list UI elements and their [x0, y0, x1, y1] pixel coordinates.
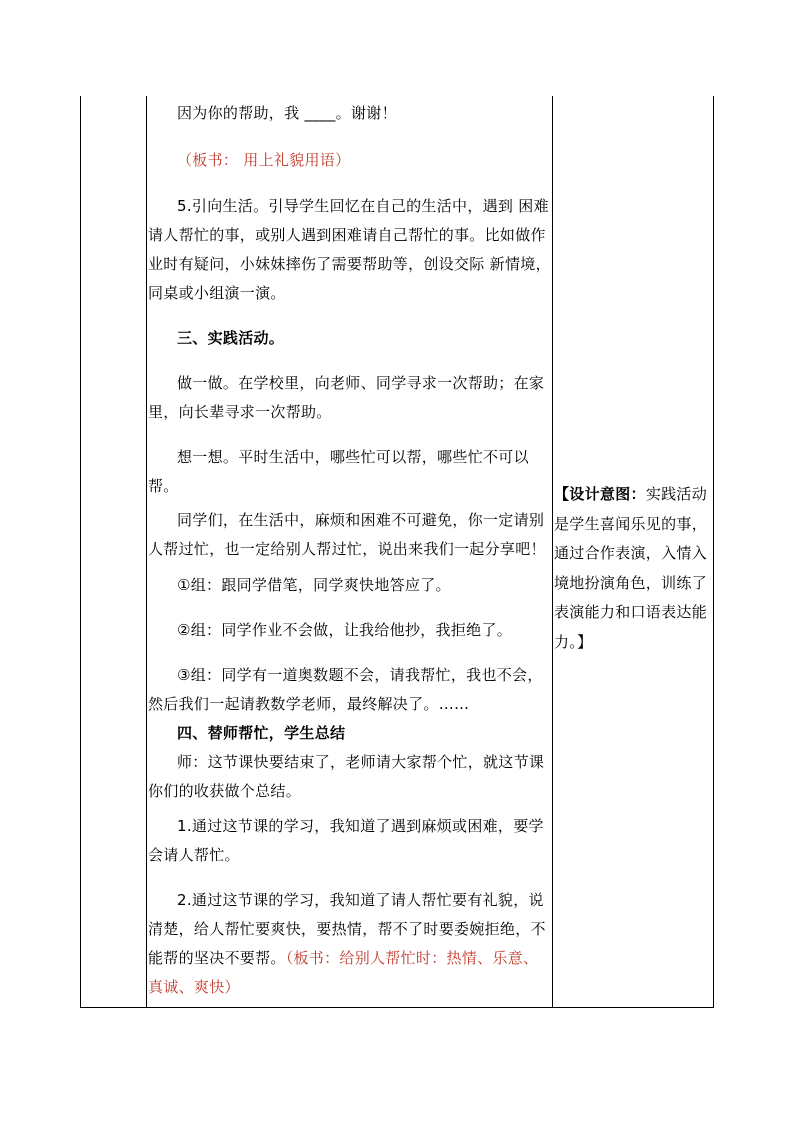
board-note-helping: （板书：给别人帮忙时：热情、乐意、真诚、爽快）: [148, 949, 539, 996]
design-intent-text: [554, 480, 714, 657]
table-border-left: [80, 96, 81, 1008]
design-intent-body: 实践活动是学生喜闻乐见的事，通过合作表演，入情入境地扮演角色，训练了表演能力和口语表达能力。】: [554, 485, 708, 651]
text-thanks-line: 因为你的帮助，我 ____。谢谢！: [177, 104, 397, 122]
design-intent-cell: [554, 480, 714, 657]
summary-point-2: [148, 886, 552, 1002]
table-border-bottom: [80, 1007, 714, 1008]
board-note-polite: （板书： 用上礼貌用语）: [177, 151, 351, 169]
teacher-paragraph: 师：这节课快要结束了，老师请大家帮个忙，就这节课你们的收获做个总结。: [148, 753, 545, 800]
summary-point-1: 1.通过这节课的学习，我知道了遇到麻烦或困难，要学会请人帮忙。: [148, 817, 544, 864]
think-paragraph: 想一想。平时生活中，哪些忙可以帮，哪些忙不可以帮。: [148, 448, 529, 495]
group-2-line: ②组：同学作业不会做，让我给他抄，我拒绝了。: [177, 621, 513, 639]
section-heading-summary: 四、替师帮忙，学生总结: [177, 724, 346, 742]
lesson-content-cell: [148, 96, 552, 1002]
section-heading-practice: 三、实践活动。: [177, 329, 285, 347]
group-3-paragraph: ③组：同学有一道奥数题不会，请我帮忙，我也不会，然后我们一起请教数学老师，最终解决了。……: [148, 666, 543, 713]
table-border-col2: [552, 96, 553, 1008]
summary-point-2-text: 2.通过这节课的学习，我知道了请人帮忙要有礼貌，说清楚，给人帮忙要爽快，要热情，帮不了时要委婉拒绝，不能帮的坚决不要帮。: [148, 891, 546, 967]
do-it-paragraph: 做一做。在学校里，向老师、同学寻求一次帮助；在家里，向长辈寻求一次帮助。: [148, 374, 545, 421]
step-5-paragraph: 5.引向生活。引导学生回忆在自己的生活中，遇到 困难请人帮忙的事，或别人遇到困难请自己帮忙的事。比如做作业时有疑问，小妹妹摔伤了需要帮助等，创设交际 新情境，同桌或小组演一演。: [148, 197, 551, 302]
table-border-col1: [146, 96, 147, 1008]
share-paragraph: 同学们，在生活中，麻烦和困难不可避免，你一定请别人帮过忙，也一定给别人帮过忙，说出来我们一起分享吧！: [148, 511, 546, 558]
design-intent-label: 【设计意图：: [554, 485, 646, 503]
group-1-line: ①组：跟同学借笔，同学爽快地答应了。: [177, 576, 451, 594]
